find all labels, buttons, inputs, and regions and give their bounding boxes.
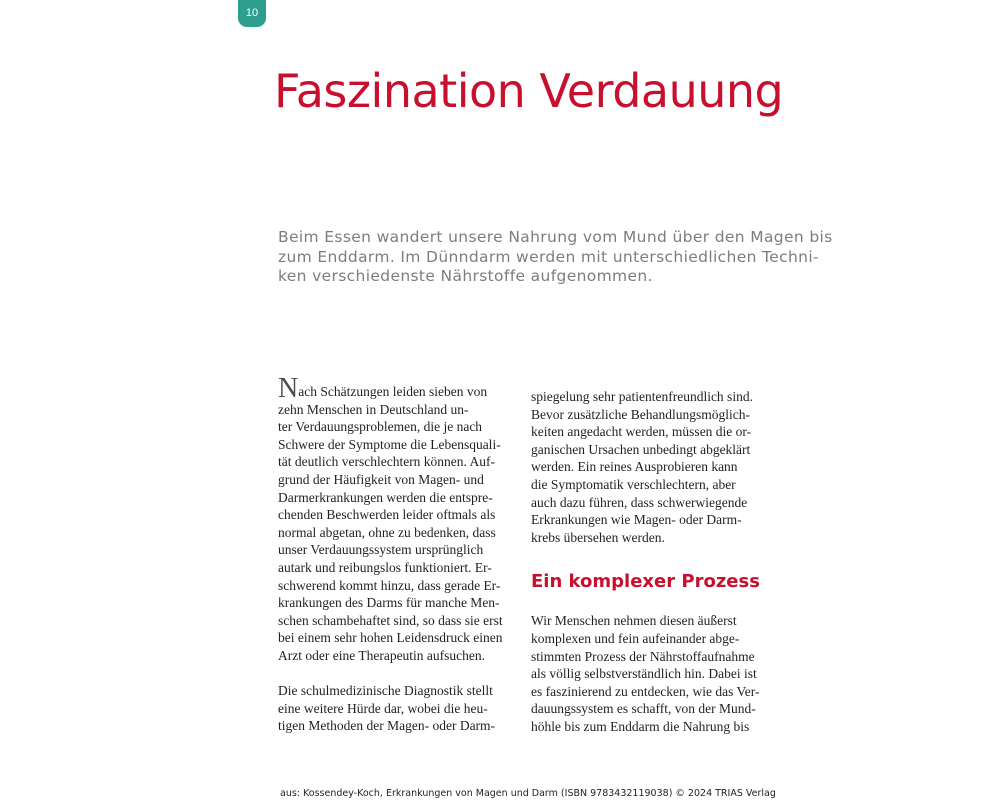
text-line: chenden Beschwerden leider oftmals als	[278, 507, 496, 523]
right-column	[531, 388, 771, 736]
drop-cap: N	[278, 373, 299, 404]
text-line: es faszinierend zu entdecken, wie das Ver-	[531, 683, 760, 699]
text-line: krankungen des Darms für manche Men-	[278, 595, 500, 611]
text-line: krebs übersehen werden.	[531, 529, 665, 545]
text-line: Darmerkrankungen werden die entspre-	[278, 489, 493, 505]
page-number-badge: 10	[238, 0, 266, 27]
text-line: werden. Ein reines Ausprobieren kann	[531, 459, 738, 475]
intro-line: Beim Essen wandert unsere Nahrung vom Mund über den Magen bis	[278, 228, 833, 246]
text-line: komplexen und fein aufeinander abge-	[531, 630, 740, 646]
intro-paragraph	[278, 228, 833, 287]
text-line: Schwere der Symptome die Lebensquali-	[278, 436, 501, 452]
page-title: Faszination Verdauung	[274, 64, 784, 118]
text-line: ganischen Ursachen unbedingt abgeklärt	[531, 441, 751, 457]
left-para1-first-line-text: ach Schätzungen leiden sieben von	[298, 384, 488, 399]
left-column	[278, 373, 518, 735]
left-para1-first-line	[278, 373, 518, 404]
text-line: als völlig selbstverständlich hin. Dabei ist	[531, 666, 757, 682]
text-line: stimmten Prozess der Nährstoffaufnahme	[531, 648, 755, 664]
text-line: eine weitere Hürde dar, wobei die heu-	[278, 700, 488, 716]
text-line: Wir Menschen nehmen diesen äußerst	[531, 613, 737, 629]
text-line: spiegelung sehr patientenfreundlich sind.	[531, 389, 753, 404]
text-line: bei einem sehr hohen Leidensdruck einen	[278, 630, 503, 646]
section-heading: Ein komplexer Prozess	[531, 571, 760, 593]
source-footer: aus: Kossendey-Koch, Erkrankungen von Magen und Darm (ISBN 9783432119038) © 2024 TRIAS Verlag	[280, 788, 776, 799]
text-line: unser Verdauungssystem ursprünglich	[278, 542, 484, 558]
text-line: grund der Häufigkeit von Magen- und	[278, 471, 484, 487]
text-line: Die schulmedizinische Diagnostik stellt	[278, 683, 493, 699]
text-line: zehn Menschen in Deutschland un-	[278, 401, 469, 417]
text-line: höhle bis zum Enddarm die Nahrung bis	[531, 718, 750, 734]
text-line: auch dazu führen, dass schwerwiegende	[531, 494, 748, 510]
text-line: Arzt oder eine Therapeutin aufsuchen.	[278, 647, 486, 663]
text-line: normal abgetan, ohne zu bedenken, dass	[278, 524, 496, 540]
intro-line: zum Enddarm. Im Dünndarm werden mit unterschiedlichen Techni-	[278, 247, 819, 266]
text-line: tät deutlich verschlechtern können. Auf-	[278, 454, 496, 470]
text-line: ter Verdauungsproblemen, die je nach	[278, 419, 483, 435]
text-line: dauungssystem es schafft, von der Mund-	[531, 701, 756, 717]
text-line: autark und reibungslos funktioniert. Er-	[278, 559, 492, 575]
text-line: Bevor zusätzliche Behandlungsmöglich-	[531, 406, 750, 422]
text-line: die Symptomatik verschlechtern, aber	[531, 476, 736, 492]
text-line: schen schambehaftet sind, so dass sie erst	[278, 612, 503, 628]
text-line: Erkrankungen wie Magen- oder Darm-	[531, 512, 742, 528]
text-line: schwerend kommt hinzu, dass gerade Er-	[278, 577, 501, 593]
text-line: keiten angedacht werden, müssen die or-	[531, 424, 752, 440]
intro-line: ken verschiedenste Nährstoffe aufgenommen.	[278, 267, 653, 285]
text-line: tigen Methoden der Magen- oder Darm-	[278, 718, 496, 734]
paragraph-gap	[278, 665, 518, 683]
